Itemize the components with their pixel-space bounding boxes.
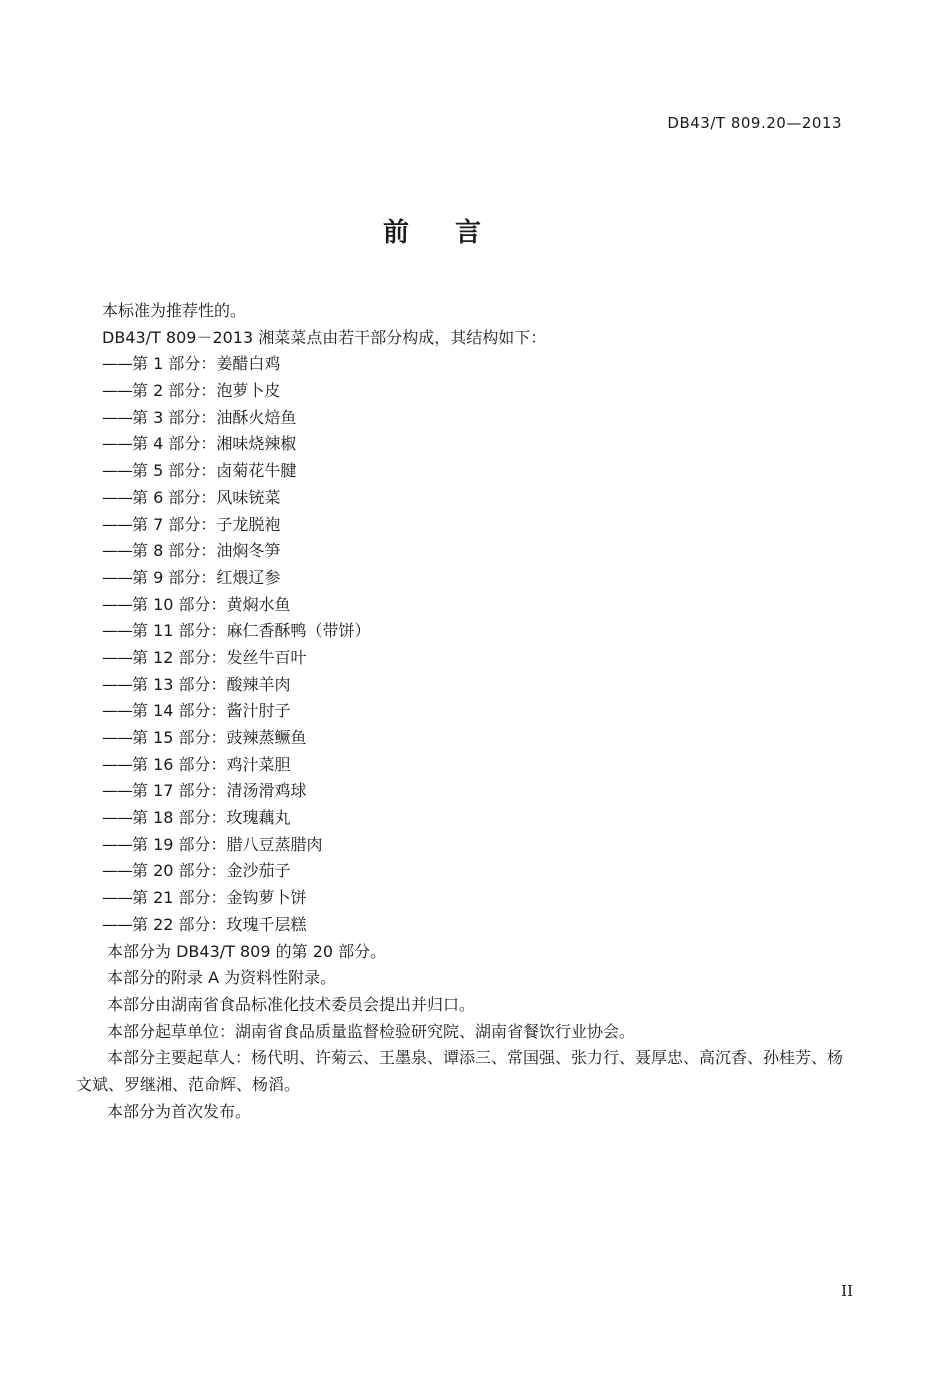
parts-list <box>76 351 856 938</box>
list-item: ——第 21 部分：金钩萝卜饼 <box>102 888 307 908</box>
list-item: ——第 14 部分：酱汁肘子 <box>102 701 291 721</box>
list-item: ——第 8 部分：油焖冬笋 <box>102 541 281 561</box>
list-item: ——第 10 部分：黄焖水鱼 <box>102 594 291 614</box>
closing-line: 本部分为首次发布。 <box>107 1101 252 1121</box>
list-item: ——第 13 部分：酸辣羊肉 <box>102 674 291 694</box>
list-item: ——第 19 部分：腊八豆蒸腊肉 <box>102 834 323 854</box>
closing-line: 本部分起草单位：湖南省食品质量监督检验研究院、湖南省餐饮行业协会。 <box>107 1021 636 1041</box>
list-item: ——第 20 部分：金沙茄子 <box>102 861 291 881</box>
list-item: ——第 3 部分：油酥火焙鱼 <box>102 407 297 427</box>
list-item: ——第 2 部分：泡萝卜皮 <box>102 381 281 401</box>
document-code: DB43/T 809.20—2013 <box>667 114 842 132</box>
list-item: ——第 16 部分：鸡汁菜胆 <box>102 754 291 774</box>
list-item: ——第 15 部分：豉辣蒸鳜鱼 <box>102 728 307 747</box>
list-item: ——第 7 部分：子龙脱袍 <box>102 514 281 534</box>
closing-line: 本部分为 DB43/T 809 的第 20 部分。 <box>107 941 387 961</box>
intro-line: DB43/T 809－2013 湘菜菜点由若干部分构成，其结构如下： <box>102 327 547 347</box>
list-item: ——第 5 部分：卤菊花牛腱 <box>102 461 297 481</box>
list-item: ——第 22 部分：玫瑰千层糕 <box>102 914 307 934</box>
foreword-body <box>76 298 856 1125</box>
list-item: ——第 18 部分：玫瑰藕丸 <box>102 808 291 828</box>
page-number: II <box>841 1282 853 1300</box>
list-item: ——第 6 部分：风味铳菜 <box>102 487 281 507</box>
list-item: ——第 12 部分：发丝牛百叶 <box>102 647 307 667</box>
list-item: ——第 4 部分：湘味烧辣椒 <box>102 434 297 454</box>
page-title: 前言 <box>382 218 527 248</box>
list-item: ——第 11 部分：麻仁香酥鸭（带饼） <box>102 621 371 641</box>
closing-line: 本部分由湖南省食品标准化技术委员会提出并归口。 <box>107 994 476 1014</box>
list-item: ——第 1 部分：姜醋白鸡 <box>102 354 281 374</box>
drafters-paragraph: 本部分主要起草人：杨代明、许菊云、王墨泉、谭添三、常国强、张力行、聂厚忠、高沉香、孙桂芳、杨文斌、罗继湘、范命辉、杨滔。 <box>76 1048 844 1094</box>
list-item: ——第 9 部分：红煨辽参 <box>102 567 281 587</box>
closing-line: 本部分的附录 A 为资料性附录。 <box>107 968 337 988</box>
intro-line: 本标准为推荐性的。 <box>102 301 247 320</box>
list-item: ——第 17 部分：清汤滑鸡球 <box>102 781 307 801</box>
